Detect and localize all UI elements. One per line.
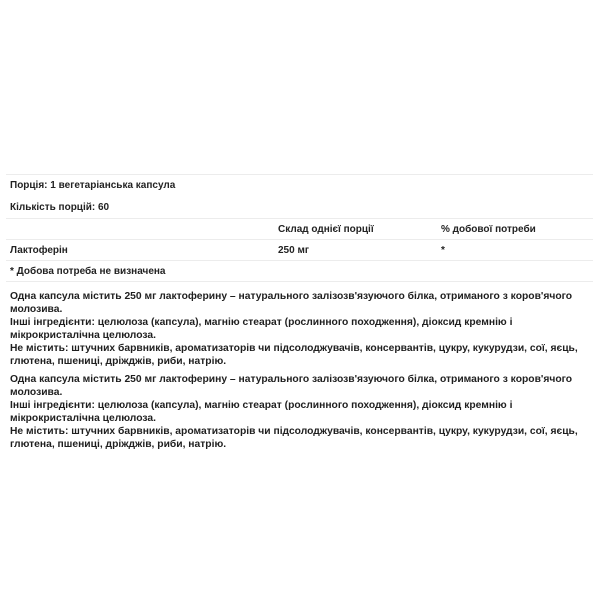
description-line: Не містить: штучних барвників, ароматизаторів чи підсолоджувачів, консервантів, цукру, кукурудзи, сої, яєць, глютена, пшениці, дріжджів, риби, натрію.: [10, 343, 578, 367]
description: [10, 290, 595, 456]
description-paragraph: [10, 290, 595, 368]
supplement-facts-table: [6, 174, 593, 282]
footnote: * Добова потреба не визначена: [10, 265, 166, 277]
table-row: [6, 239, 593, 260]
description-line: Одна капсула містить 250 мг лактоферину – натурального залізозв'язуючого білка, отриманого з коров'ячого молозива.: [10, 291, 573, 315]
servings-count: Кількість порцій: 60: [10, 201, 110, 213]
description-line: Інші інгредієнти: целюлоза (капсула), магнію стеарат (рослинного походження), діоксид кремнію і мікрокристалічна целюлоза.: [10, 317, 513, 341]
ingredient-name: Лактоферін: [10, 244, 68, 256]
header-daily-value: % добової потреби: [441, 223, 536, 235]
footnote-row: [6, 260, 593, 282]
description-line: Не містить: штучних барвників, ароматизаторів чи підсолоджувачів, консервантів, цукру, кукурудзи, сої, яєць, глютена, пшениці, дріжджів, риби, натрію.: [10, 426, 578, 450]
ingredient-daily-value: *: [441, 244, 445, 256]
serving-size: Порція: 1 вегетаріанська капсула: [10, 180, 176, 191]
servings-count-row: [6, 196, 593, 218]
serving-size-row: [6, 174, 593, 196]
table-header-row: [6, 218, 593, 239]
description-line: Інші інгредієнти: целюлоза (капсула), магнію стеарат (рослинного походження), діоксид кремнію і мікрокристалічна целюлоза.: [10, 400, 513, 424]
ingredient-amount: 250 мг: [278, 244, 310, 256]
description-paragraph: [10, 373, 595, 451]
description-line: Одна капсула містить 250 мг лактоферину – натурального залізозв'язуючого білка, отриманого з коров'ячого молозива.: [10, 374, 573, 398]
header-amount: Склад однієї порції: [278, 223, 374, 235]
